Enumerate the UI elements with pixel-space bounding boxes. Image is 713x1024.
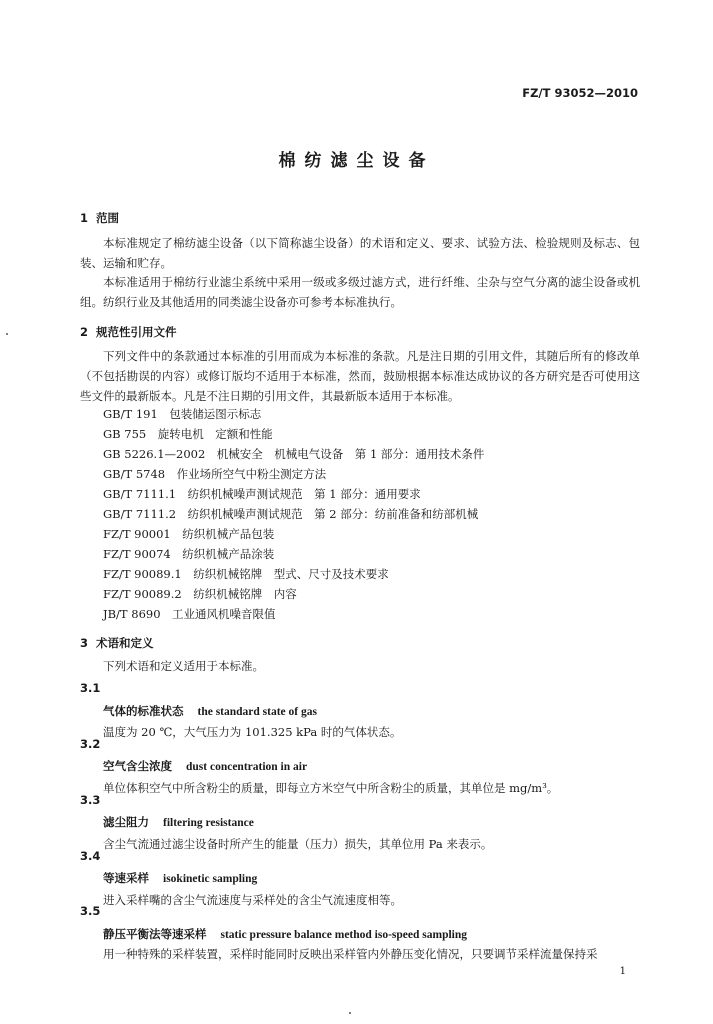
section-title: 规范性引用文件 <box>96 325 177 339</box>
reference-item: GB/T 7111.2 纺织机械噪声测试规范 第 2 部分：纺前准备和纺部机械 <box>103 507 479 521</box>
document-title: 棉纺滤尘设备 <box>278 151 435 171</box>
term-chinese: 静压平衡法等速采样 <box>103 927 207 941</box>
term-definition: 含尘气流通过滤尘设备时所产生的能量（压力）损失，其单位用 Pa 来表示。 <box>103 837 493 851</box>
reference-item: JB/T 8690 工业通风机噪音限值 <box>103 607 276 621</box>
term-chinese: 气体的标准状态 <box>103 704 184 718</box>
section-title: 术语和定义 <box>96 636 154 650</box>
section-2-paragraph: 下列文件中的条款通过本标准的引用而成为本标准的条款。凡是注日期的引用文件，其随后所有的修改单（不包括勘误的内容）或修订版均不适用于本标准，然而，鼓励根据本标准达成协议的各方研究是否可使用这些文件的最新版本。凡是不注日期的引用文件，其最新版本适用于本标准。 <box>80 349 640 403</box>
term-number: 3.2 <box>80 737 101 751</box>
reference-item: GB/T 7111.1 纺织机械噪声测试规范 第 1 部分：通用要求 <box>103 487 421 501</box>
scan-speck <box>349 1012 351 1014</box>
term-number: 3.3 <box>80 793 101 807</box>
term-english: isokinetic sampling <box>163 873 258 885</box>
term-english: static pressure balance method iso-speed sampling <box>220 929 468 941</box>
reference-item: GB 5226.1—2002 机械安全 机械电气设备 第 1 部分：通用技术条件 <box>103 447 485 461</box>
reference-item: FZ/T 90089.2 纺织机械铭牌 内容 <box>103 587 297 601</box>
term-number: 3.1 <box>80 681 101 695</box>
term-number: 3.4 <box>80 849 101 863</box>
scan-speck <box>6 333 8 335</box>
page-number: 1 <box>619 966 626 977</box>
term-chinese: 空气含尘浓度 <box>103 759 172 773</box>
section-title: 范围 <box>96 211 119 225</box>
standard-code: FZ/T 93052—2010 <box>522 86 638 100</box>
term-english: dust concentration in air <box>186 761 308 773</box>
section-number: 2 <box>80 325 89 339</box>
reference-item: GB/T 191 包装储运图示标志 <box>103 407 262 421</box>
term-chinese: 等速采样 <box>103 871 149 885</box>
term-definition: 单位体积空气中所含粉尘的质量，即每立方米空气中所含粉尘的质量，其单位是 mg/m³。 <box>103 781 559 795</box>
reference-item: FZ/T 90089.1 纺织机械铭牌 型式、尺寸及技术要求 <box>103 567 389 581</box>
section-1-paragraph-2: 本标准适用于棉纺行业滤尘系统中采用一级或多级过滤方式，进行纤维、尘杂与空气分离的滤尘设备或机组。纺织行业及其他适用的同类滤尘设备亦可参考本标准执行。 <box>80 275 640 309</box>
section-3-heading <box>80 635 154 651</box>
reference-item: GB 755 旋转电机 定额和性能 <box>103 427 273 441</box>
reference-item: GB/T 5748 作业场所空气中粉尘测定方法 <box>103 467 327 481</box>
section-1-paragraph-1: 本标准规定了棉纺滤尘设备（以下简称滤尘设备）的术语和定义、要求、试验方法、检验规则及标志、包装、运输和贮存。 <box>80 236 640 270</box>
term-definition: 用一种特殊的采样装置，采样时能同时反映出采样管内外静压变化情况，只要调节采样流量保持采 <box>103 947 598 961</box>
term-chinese: 滤尘阻力 <box>103 815 149 829</box>
reference-item: FZ/T 90001 纺织机械产品包装 <box>103 527 275 541</box>
term-definition: 温度为 20 ℃，大气压力为 101.325 kPa 时的气体状态。 <box>103 725 402 739</box>
term-heading <box>103 703 317 719</box>
term-english: the standard state of gas <box>197 706 317 718</box>
term-heading <box>103 758 307 774</box>
term-heading <box>103 870 257 886</box>
reference-item: FZ/T 90074 纺织机械产品涂装 <box>103 547 275 561</box>
section-1-heading <box>80 210 119 226</box>
term-english: filtering resistance <box>163 817 254 829</box>
section-2-heading <box>80 324 177 340</box>
term-number: 3.5 <box>80 904 101 918</box>
section-number: 3 <box>80 636 89 650</box>
term-heading <box>103 926 467 942</box>
section-number: 1 <box>80 211 89 225</box>
section-3-intro: 下列术语和定义适用于本标准。 <box>103 659 264 673</box>
term-definition: 进入采样嘴的含尘气流速度与采样处的含尘气流速度相等。 <box>103 893 402 907</box>
term-heading <box>103 814 254 830</box>
